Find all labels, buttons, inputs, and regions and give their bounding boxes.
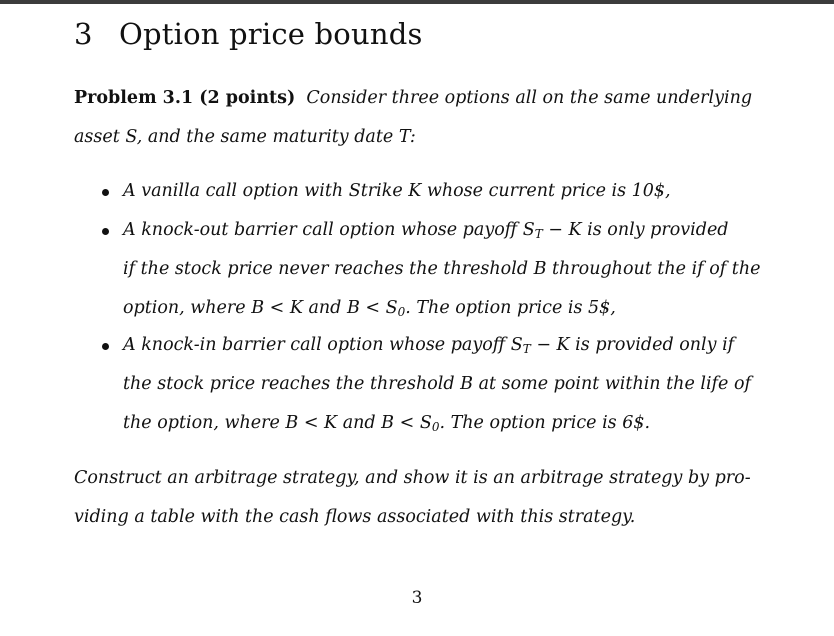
page-number: 3 bbox=[411, 588, 423, 608]
section-number: 3 bbox=[74, 17, 93, 51]
bullet-dot bbox=[102, 228, 109, 235]
problem-intro-line-2: asset S, and the same maturity date T: bbox=[74, 127, 416, 147]
bullet-2-line-3: option, where B < K and $B < S_0$. The option price is 5$, bbox=[123, 298, 616, 319]
problem-intro-text-1: Consider three options all on the same underlying bbox=[306, 88, 753, 108]
bullet-3-line-1: A knock-in barrier call option whose payoff $S_T - K$ is provided only if bbox=[123, 335, 735, 356]
conclusion-line-2: viding a table with the cash flows associated with this strategy. bbox=[74, 507, 636, 527]
section-title: Option price bounds bbox=[119, 17, 423, 51]
window-top-border bbox=[0, 0, 834, 4]
problem-intro-line-1 bbox=[74, 88, 752, 108]
bullet-3-line-3: the option, where B < K and $B < S_0$. The option price is 6$. bbox=[123, 413, 651, 434]
bullet-2-line-2: if the stock price never reaches the threshold B throughout the if of the bbox=[123, 259, 761, 279]
bullet-dot bbox=[102, 343, 109, 350]
bullet-1-line-1: A vanilla call option with Strike K whose current price is 10$, bbox=[123, 181, 671, 201]
conclusion-line-1: Construct an arbitrage strategy, and show it is an arbitrage strategy by pro- bbox=[74, 468, 751, 488]
bullet-dot bbox=[102, 189, 109, 196]
bullet-2-line-1: A knock-out barrier call option whose payoff $S_T - K$ is only provided bbox=[123, 220, 729, 241]
problem-heading: Problem 3.1 (2 points) bbox=[74, 88, 296, 108]
bullet-3-line-2: the stock price reaches the threshold B at some point within the life of bbox=[123, 374, 751, 394]
section-heading bbox=[74, 17, 423, 51]
